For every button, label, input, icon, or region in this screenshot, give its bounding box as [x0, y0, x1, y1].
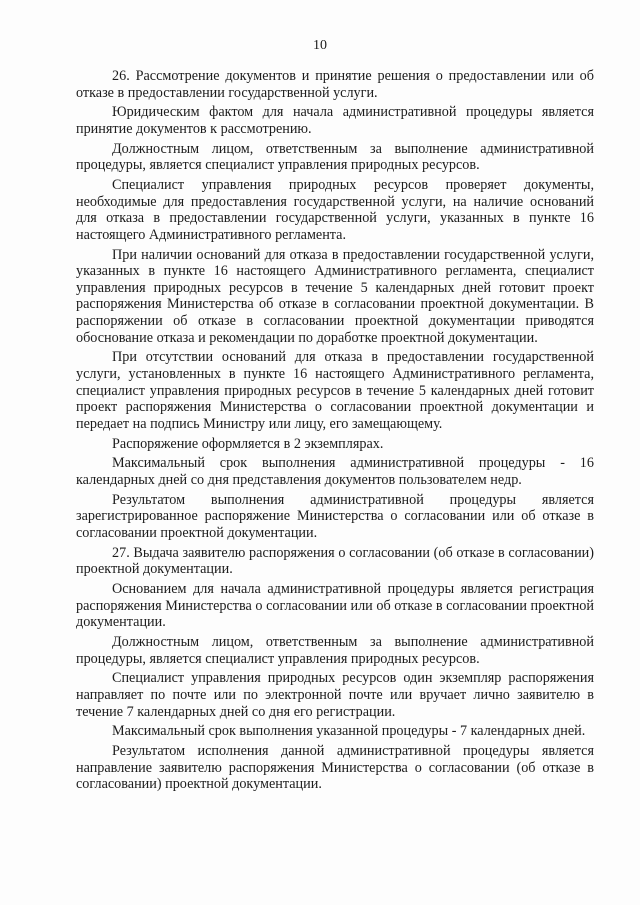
paragraph-8: Максимальный срок выполнения административной процедуры - 16 календарных дней со дня представления документов пользователем недр.: [76, 455, 594, 488]
paragraph-11: Основанием для начала административной процедуры является регистрация распоряжения Министерства о согласовании или об отказе в согласовании проектной документации.: [76, 581, 594, 631]
paragraph-3: Должностным лицом, ответственным за выполнение административной процедуры, является специалист управления природных ресурсов.: [76, 140, 594, 174]
paragraph-10: 27. Выдача заявителю распоряжения о согласовании (об отказе в согласовании) проектной документации.: [76, 544, 594, 578]
paragraph-5: При наличии оснований для отказа в предоставлении государственной услуги, указанных в пункте 16 настоящего Административного регламента, специалист управления природных ресурсов в течение 5 календарных дней готовит проект распоряжения Министерства об отказе в согласовании проектной документации. В распоряжении об отказе в согласовании проектной документации приводятся обоснование отказа и рекомендации по доработке проектной документации.: [76, 246, 594, 346]
paragraph-12: Должностным лицом, ответственным за выполнение административной процедуры, является специалист управления природных ресурсов.: [76, 634, 594, 667]
paragraph-14: Максимальный срок выполнения указанной процедуры - 7 календарных дней.: [112, 723, 586, 740]
page-number: 10: [313, 38, 327, 53]
paragraph-15: Результатом исполнения данной административной процедуры является направление заявителю распоряжения Министерства о согласовании (об отказе в согласовании) проектной документации.: [76, 743, 594, 793]
paragraph-13: Специалист управления природных ресурсов один экземпляр распоряжения направляет по почте или по электронной почте или вручает лично заявителю в течение 7 календарных дней со дня его регистрации.: [76, 670, 594, 720]
paragraph-4: Специалист управления природных ресурсов проверяет документы, необходимые для предоставления государственной услуги, на наличие оснований для отказа в предоставлении государственной услуги, указанных в пункте 16 настоящего Административного регламента.: [76, 177, 594, 243]
document-body: [76, 68, 594, 796]
paragraph-2: Юридическим фактом для начала административной процедуры является принятие документов к рассмотрению.: [76, 104, 594, 137]
paragraph-1: 26. Рассмотрение документов и принятие решения о предоставлении или об отказе в предоставлении государственной услуги.: [76, 68, 594, 101]
paragraph-7: Распоряжение оформляется в 2 экземплярах.: [112, 435, 384, 452]
paragraph-9: Результатом выполнения административной процедуры является зарегистрированное распоряжение Министерства о согласовании или об отказе в согласовании проектной документации.: [76, 491, 594, 541]
paragraph-6: При отсутствии оснований для отказа в предоставлении государственной услуги, установленных в пункте 16 настоящего Административного регламента, специалист управления природных ресурсов в течение 5 календарных дней готовит проект распоряжения Министерства о согласовании проектной документации и передает на подпись Министру или лицу, его замещающему.: [76, 349, 594, 432]
